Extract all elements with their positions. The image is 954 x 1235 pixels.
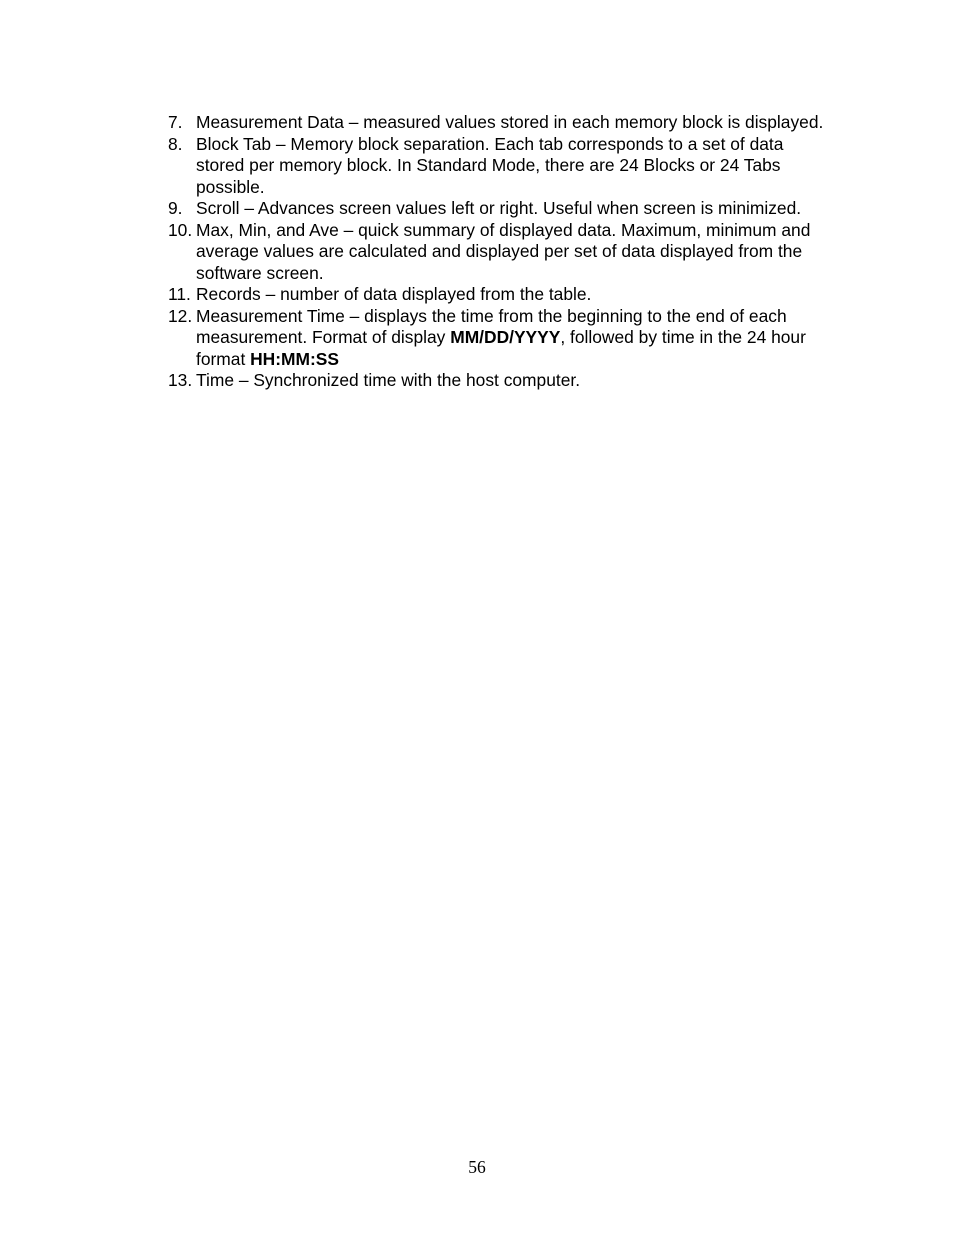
page-number: 56	[468, 1157, 486, 1177]
list-item-text-part: Measurement Time – displays the time from the beginning to the end of each measurement. Format of display	[196, 305, 787, 347]
list-item	[168, 198, 828, 220]
list-item-text: Max, Min, and Ave – quick summary of displayed data. Maximum, minimum and average values are calculated and displayed per set of data displayed from the software screen.	[196, 219, 811, 283]
list-item-number: 11.	[168, 284, 191, 304]
list-item-text: Block Tab – Memory block separation. Each tab corresponds to a set of data stored per memory block. In Standard Mode, there are 24 Blocks or 24 Tabs possible.	[196, 133, 784, 197]
list-item-number: 10.	[168, 219, 193, 240]
date-format-bold: MM/DD/YYYY	[450, 327, 561, 347]
list-item-number: 7.	[168, 112, 183, 132]
list-item	[168, 284, 828, 306]
list-item-text: Measurement Data – measured values stored in each memory block is displayed.	[196, 112, 824, 132]
list-item-text: Records – number of data displayed from the table.	[196, 284, 592, 304]
list-item-number: 12.	[168, 305, 193, 326]
list-item-number: 8.	[168, 133, 183, 154]
time-format-bold: HH:MM:SS	[250, 348, 339, 369]
list-item	[168, 370, 828, 392]
list-item-text	[196, 306, 828, 371]
list-item	[168, 112, 828, 134]
list-item	[168, 306, 828, 371]
list-item-text: Time – Synchronized time with the host computer.	[196, 370, 581, 390]
list-item-number: 9.	[168, 198, 183, 218]
list-item	[168, 134, 828, 199]
numbered-list	[168, 112, 828, 392]
list-item-text-part: , followed by time in the 24 hour format	[196, 327, 806, 369]
list-item-number: 13.	[168, 370, 193, 390]
list-item-text: Scroll – Advances screen values left or right. Useful when screen is minimized.	[196, 198, 802, 218]
list-item	[168, 220, 828, 285]
